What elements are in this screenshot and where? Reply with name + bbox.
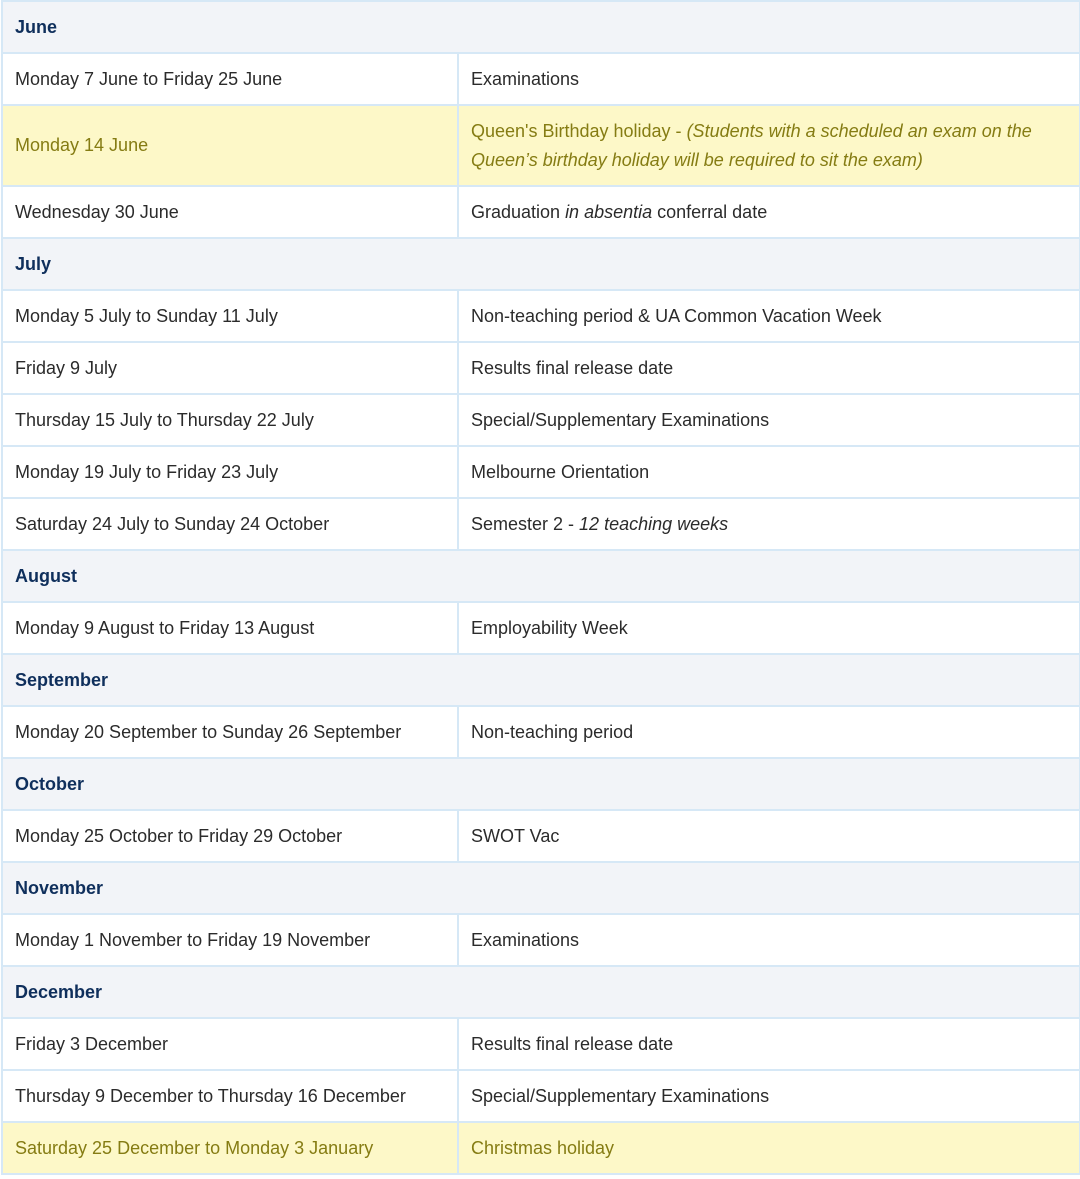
event-text: Results final release date [471,1033,674,1054]
event-text: Queen's Birthday holiday - [471,120,687,141]
event-date: Wednesday 30 June [2,186,458,238]
event-date: Saturday 24 July to Sunday 24 October [2,498,458,550]
event-text: Examinations [471,68,580,89]
month-header-row [2,966,1080,1018]
month-header-row [2,1,1080,53]
event-text: Examinations [471,929,580,950]
event-date: Friday 9 July [2,342,458,394]
month-label: June [2,1,1080,53]
month-header-row [2,550,1080,602]
event-description [458,186,1080,238]
event-row [2,53,1080,105]
event-date: Monday 19 July to Friday 23 July [2,446,458,498]
event-description [458,53,1080,105]
event-row [2,342,1080,394]
month-label: September [2,654,1080,706]
event-text: Employability Week [471,617,628,638]
event-text: Special/Supplementary Examinations [471,1085,770,1106]
month-header-row [2,862,1080,914]
event-date: Monday 14 June [2,105,458,186]
month-header-row [2,758,1080,810]
holiday-row [2,105,1080,186]
event-date: Thursday 15 July to Thursday 22 July [2,394,458,446]
event-description [458,105,1080,186]
event-text: Results final release date [471,357,674,378]
event-text-emphasis: 12 teaching weeks [579,513,729,534]
event-description [458,914,1080,966]
event-row [2,290,1080,342]
calendar-body [2,1,1080,1174]
event-description [458,342,1080,394]
event-date: Monday 9 August to Friday 13 August [2,602,458,654]
event-description [458,810,1080,862]
event-row [2,498,1080,550]
event-row [2,810,1080,862]
event-date: Saturday 25 December to Monday 3 January [2,1122,458,1174]
event-row [2,1070,1080,1122]
month-label: November [2,862,1080,914]
event-text: Non-teaching period [471,721,634,742]
event-text: Melbourne Orientation [471,461,650,482]
event-date: Monday 1 November to Friday 19 November [2,914,458,966]
event-description [458,290,1080,342]
month-header-row [2,654,1080,706]
event-row [2,914,1080,966]
month-label: October [2,758,1080,810]
event-date: Monday 25 October to Friday 29 October [2,810,458,862]
event-row [2,394,1080,446]
event-text-emphasis: (Students with a scheduled an exam on the Queen’s birthday holiday will be required to sit the exam) [471,120,1032,170]
event-text: Christmas holiday [471,1137,615,1158]
holiday-row [2,1122,1080,1174]
event-row [2,1018,1080,1070]
event-text: Non-teaching period & UA Common Vacation Week [471,305,882,326]
month-label: July [2,238,1080,290]
event-text: SWOT Vac [471,825,560,846]
event-date: Friday 3 December [2,1018,458,1070]
event-text: Graduation [471,201,566,222]
event-row [2,602,1080,654]
event-description [458,1018,1080,1070]
academic-calendar-table [1,0,1080,1175]
event-description [458,446,1080,498]
event-text: Semester 2 - [471,513,580,534]
event-description [458,1122,1080,1174]
event-description [458,394,1080,446]
event-date: Monday 5 July to Sunday 11 July [2,290,458,342]
event-date: Thursday 9 December to Thursday 16 December [2,1070,458,1122]
event-date: Monday 7 June to Friday 25 June [2,53,458,105]
event-row [2,706,1080,758]
event-text-emphasis: in absentia [565,201,653,222]
event-description [458,1070,1080,1122]
event-description [458,498,1080,550]
event-description [458,706,1080,758]
event-date: Monday 20 September to Sunday 26 September [2,706,458,758]
month-label: August [2,550,1080,602]
event-row [2,446,1080,498]
event-text: Special/Supplementary Examinations [471,409,770,430]
month-label: December [2,966,1080,1018]
month-header-row [2,238,1080,290]
event-description [458,602,1080,654]
event-row [2,186,1080,238]
event-text: conferral date [652,201,768,222]
